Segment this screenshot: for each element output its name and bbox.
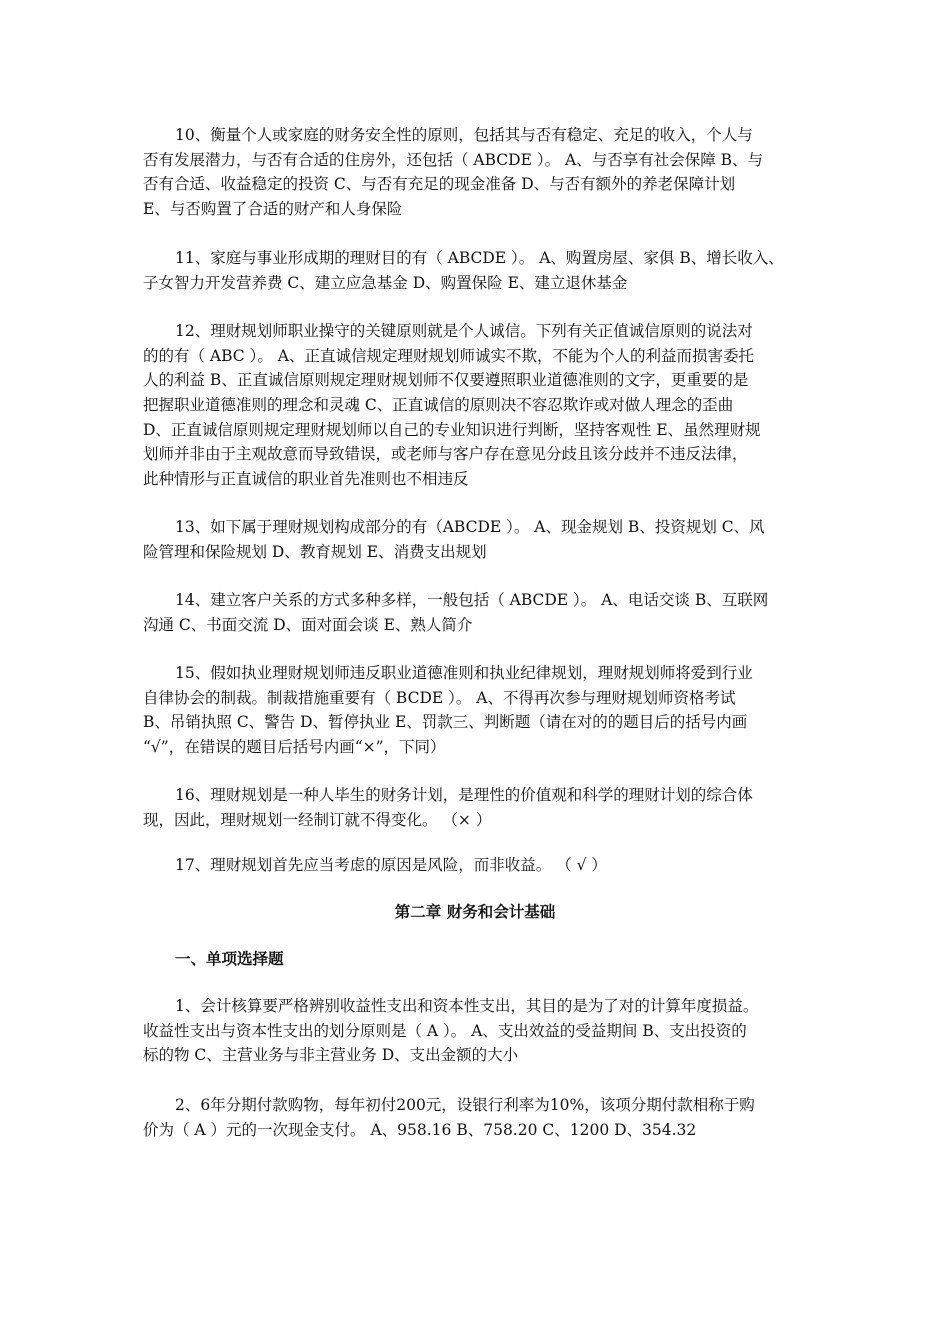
chapter-question-2: [143, 1093, 823, 1142]
question-15: [143, 661, 823, 760]
text-line: 收益性支出与资本性支出的划分原则是（ A ）。 A、支出效益的受益期间 B、支出投资的: [143, 1021, 747, 1040]
text-line: 人的利益 B、正直诚信原则规定理财规划师不仅要遵照职业道德准则的文字，更重要的是: [143, 371, 749, 390]
text-line: 13、如下属于理财规划构成部分的有（ABCDE ）。 A、现金规划 B、投资规划 C、风: [175, 518, 765, 536]
question-14: [143, 588, 823, 637]
chapter-title: 第二章 财务和会计基础: [394, 903, 556, 921]
text-line: 险管理和保险规划 D、教育规划 E、消费支出规划: [143, 542, 487, 561]
text-line: 15、假如执业理财规划师违反职业道德准则和执业纪律规划，理财规划师将爱到行业: [175, 664, 753, 682]
text-line: 12、理财规划师职业操守的关键原则就是个人诚信。下列有关正值诚信原则的说法对: [175, 322, 753, 340]
text-line: 子女智力开发营养费 C、建立应急基金 D、购置保险 E、建立退休基金: [143, 273, 628, 292]
question-12: [143, 319, 823, 492]
text-line: B、吊销执照 C、警告 D、暂停执业 E、罚款三、判断题（请在对的的题目后的括号内画: [143, 713, 748, 732]
text-line: 否有发展潜力，与否有合适的住房外，还包括（ ABCDE ）。 A、与否享有社会保障 B、与: [143, 150, 764, 169]
chapter-question-1: [143, 994, 823, 1068]
text-line: 现，因此，理财规划一经制订就不得变化。 （× ）: [143, 810, 492, 829]
text-line: 的的有（ ABC ）。 A、正直诚信规定理财规划师诚实不欺，不能为个人的利益而损害委托: [143, 346, 754, 365]
text-line: 此种情形与正直诚信的职业首先准则也不相违反: [143, 470, 469, 489]
text-line: 17、理财规划首先应当考虑的原因是风险，而非收益。 （ √ ）: [175, 856, 607, 874]
question-10: [143, 123, 823, 222]
question-16: [143, 783, 823, 832]
text-line: 划师并非由于主观故意而导致错误，或老师与客户存在意见分歧且该分歧并不违反法律，: [143, 445, 748, 464]
question-11: [143, 246, 823, 295]
text-line: D、正直诚信原则规定理财规划师以自己的专业知识进行判断，坚持客观性 E、虽然理财规: [143, 420, 761, 439]
text-line: 11、家庭与事业形成期的理财目的有（ ABCDE ）。 A、购置房屋、家俱 B、增长收入、: [175, 249, 784, 267]
text-line: 价为（ A ）元的一次现金支付。 A、958.16 B、758.20 C、1200 D、354.32: [143, 1120, 697, 1139]
text-line: 10、衡量个人或家庭的财务安全性的原则，包括其与否有稳定、充足的收入，个人与: [175, 126, 753, 144]
text-line: 自律协会的制裁。制裁措施重要有（ BCDE ）。 A、不得再次参与理财规划师资格考试: [143, 688, 736, 707]
text-line: 否有合适、收益稳定的投资 C、与否有充足的现金准备 D、与否有额外的养老保障计划: [143, 175, 736, 194]
section-title: 一、单项选择题: [175, 950, 284, 968]
text-line: 2、6年分期付款购物，每年初付200元，设银行利率为10%，该项分期付款相称于购: [175, 1096, 755, 1114]
text-line: 标的物 C、主营业务与非主营业务 D、支出金额的大小: [143, 1046, 519, 1065]
text-line: 16、理财规划是一种人毕生的财务计划，是理性的价值观和科学的理财计划的综合体: [175, 786, 753, 804]
text-line: 把握职业道德准则的理念和灵魂 C、正直诚信的原则决不容忍欺诈或对做人理念的歪曲: [143, 396, 734, 415]
text-line: 14、建立客户关系的方式多种多样，一般包括（ ABCDE ）。 A、电话交谈 B、互联网: [175, 591, 769, 609]
text-line: E、与否购置了合适的财产和人身保险: [143, 200, 403, 219]
text-line: 沟通 C、书面交流 D、面对面会谈 E、熟人简介: [143, 615, 473, 634]
question-17: [143, 853, 823, 878]
text-line: “√”，在错误的题目后括号内画“×”，下同）: [143, 738, 446, 757]
text-line: 1、会计核算要严格辨别收益性支出和资本性支出，其目的是为了对的计算年度损益。: [175, 997, 759, 1015]
question-13: [143, 515, 823, 564]
